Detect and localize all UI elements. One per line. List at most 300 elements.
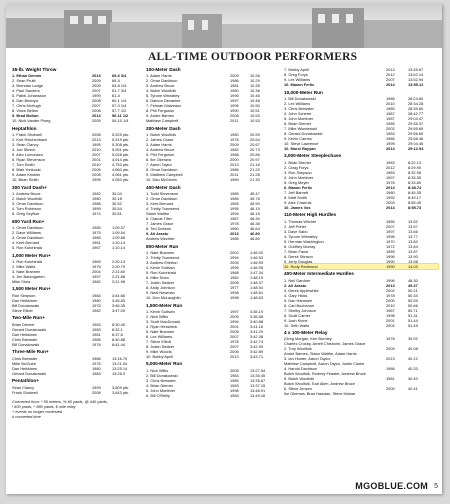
record-year: 1980: [92, 297, 101, 303]
athlete-name: 9. Andre Barnes: [146, 113, 174, 119]
athlete-name: 7. Chris McHugh: [12, 103, 41, 109]
record-year: 1980: [92, 365, 101, 371]
section-title: 300 Yard Dash+: [12, 184, 47, 190]
athlete-name: 9. Mike Woods: [146, 348, 172, 354]
record-row: [12, 279, 140, 284]
athlete-name: 9. Alex Charrois: [284, 199, 312, 205]
record-mark: 45.78: [250, 196, 260, 202]
record-year: 1986: [92, 355, 101, 361]
record-year: 1978: [230, 221, 239, 227]
athlete-name: 9. Matthew Campbell: [146, 172, 183, 178]
athlete-name: 5. Dan Harmsen: [284, 297, 313, 303]
record-year: 1985: [386, 120, 395, 126]
record-year: 2001: [230, 323, 239, 329]
record-year: 1983: [230, 382, 239, 388]
athlete-name: 6. Brian Diemer: [284, 120, 312, 126]
athlete-name: 5. Alex Lomonaco: [12, 152, 43, 158]
record-mark: 1:10.14: [112, 245, 125, 251]
record-mark: 51.45: [408, 322, 418, 328]
record-mark: 49.37: [408, 282, 418, 288]
record-year: 1986: [230, 167, 239, 173]
athlete-name: 2. Mike Watts: [12, 263, 36, 269]
relay-team: Charles Crosby, Arnett Chisholm, James Grace: [284, 341, 366, 347]
athlete-name: 4. John Scherer: [284, 110, 312, 116]
record-mark: 10.48: [250, 98, 260, 104]
athlete-name: 1. Ethan Dennis: [12, 73, 42, 79]
section-title: 1,000 Meter Run+: [12, 252, 51, 258]
record-year: 1978: [230, 137, 239, 143]
athlete-name: 5. Herman Washington: [284, 238, 324, 244]
mgoblue-logo: MGOBLUE.COM: [355, 481, 429, 491]
record-year: 2002: [386, 125, 395, 131]
athlete-name: 7. Brian Faust: [284, 248, 309, 254]
record-mark: 2:20.79: [112, 263, 125, 269]
athlete-name: 9. Kevin Carnes: [284, 135, 312, 141]
record-year: 1961: [92, 240, 101, 246]
record-mark: 13:55.12: [408, 82, 424, 87]
record-year: 1997: [230, 98, 239, 104]
relay-team: 4. Harold Davidson: [284, 366, 318, 372]
record-mark: 8:55.45: [408, 199, 421, 205]
section-title: 4 x 100-Meter Relay: [284, 330, 328, 336]
record-mark: 1:09.68: [112, 235, 125, 241]
record-year: 2001: [386, 317, 395, 323]
relay-team: Butch Woolfolk, Rodney Feaster, Andrew Bruce: [284, 371, 366, 377]
athlete-name: 5. Nate Brannen: [146, 328, 175, 334]
record-mark: 8:30.40: [112, 321, 125, 327]
record-year: 2014: [386, 145, 395, 151]
record-mark: 13:35.45: [250, 372, 266, 378]
record-mark: 1:46.95: [250, 265, 263, 271]
record-mark: 28:42.77: [408, 110, 424, 116]
record-year: 1990: [230, 108, 239, 114]
record-year: 1995: [92, 177, 101, 183]
record-mark: 63-8 1/4: [112, 83, 127, 89]
record-year: 2009: [92, 78, 101, 84]
record-year: 2013: [386, 282, 395, 288]
record-year: 2010: [386, 100, 395, 106]
record-year: 1999: [386, 140, 395, 146]
record-year: 1968: [230, 270, 239, 276]
record-mark: 3:36.58: [250, 313, 263, 319]
record-year: [386, 391, 408, 396]
record-mark: 8:32.1: [112, 326, 123, 332]
record-year: 1983: [230, 372, 239, 378]
record-mark: 3:42.38: [250, 333, 263, 339]
record-mark: 29:56.60: [408, 130, 424, 136]
athlete-name: 3. Sean Clancy: [12, 142, 39, 148]
athlete-name: 8. Matt Smith: [284, 194, 307, 200]
record-mark: 10.50: [250, 103, 260, 109]
record-year: 1978: [230, 338, 239, 344]
athlete-name: 2. Lex Williams: [284, 100, 311, 106]
athlete-name: 10. Don McLaughlin: [146, 295, 181, 301]
athlete-name: 9. Josh Kinne: [284, 317, 308, 323]
record-year: 1998: [230, 387, 239, 393]
athlete-name: 1. Omar Davidson: [12, 225, 44, 231]
record-year: 2002: [230, 250, 239, 256]
record-mark: 56-11 1/2: [112, 113, 129, 119]
athlete-name: 10. Brian Smith: [12, 177, 39, 183]
record-year: 2007: [230, 333, 239, 339]
athlete-name: Mike McGuire: [12, 360, 36, 366]
footnote: # converted time: [12, 413, 41, 419]
record-mark: 13.84: [408, 243, 418, 249]
record-mark: 40.40: [408, 376, 418, 382]
section-title: 800-Meter Run: [146, 243, 179, 249]
record-mark: 13.98: [408, 258, 418, 264]
section-title: 1,500 Meter Run+: [12, 286, 51, 292]
record-mark: 3:46.35: [112, 302, 125, 308]
record-year: 2013: [230, 162, 239, 168]
athlete-name: 2. Ali Arastu: [284, 282, 307, 288]
section-title: Heptathlon: [12, 125, 37, 131]
record-mark: 5,308 pts.: [112, 142, 130, 148]
record-mark: 13.57: [408, 223, 418, 229]
record-mark: 8:29.90: [408, 164, 421, 170]
record-mark: 8:38.74: [408, 184, 422, 190]
record-year: 1986: [92, 201, 101, 207]
athlete-name: 6. Lex Williams: [146, 333, 173, 339]
record-year: 2001: [92, 157, 101, 163]
record-year: 1994: [230, 255, 239, 261]
section-title: 600 Yard Run+: [12, 218, 45, 224]
record-year: 2005: [230, 260, 239, 266]
athlete-name: Mike Shea: [12, 278, 31, 284]
athlete-name: 10. Rudy Redmond: [284, 263, 318, 269]
athlete-name: Brian Diemer: [12, 321, 35, 327]
record-mark: 1:46.53: [250, 255, 263, 261]
record-year: 1996: [386, 277, 395, 283]
athlete-name: 2. Dave Williams: [12, 230, 41, 236]
record-year: 1983: [92, 321, 101, 327]
athlete-name: 5. Patrik Johansson: [12, 93, 47, 99]
record-mark: 20.73: [250, 147, 260, 153]
record-row: [12, 177, 140, 182]
athlete-name: 10. James Vos: [284, 204, 311, 210]
record-year: 1982: [92, 278, 101, 284]
athlete-name: 8. Derek Stinson: [284, 253, 313, 259]
athlete-name: 2. Omar Davidson: [146, 78, 178, 84]
athlete-name: Dan Heikkinen: [12, 365, 38, 371]
record-year: 1998: [230, 295, 239, 301]
record-mark: 21.20: [250, 167, 260, 173]
athlete-name: Chris Brewster: [12, 355, 38, 361]
record-year: 1981: [92, 331, 101, 337]
athlete-name: 4. John Mortimer: [284, 174, 314, 180]
record-year: 1986: [386, 366, 395, 372]
record-mark: 3,809 pts.: [112, 384, 130, 390]
record-mark: [408, 391, 438, 396]
record-year: 1985: [386, 95, 395, 101]
record-mark: 61-7 3/4: [112, 88, 127, 94]
record-mark: 50.66: [408, 302, 418, 308]
record-year: 2006: [92, 167, 101, 173]
record-year: 1983: [386, 169, 395, 175]
record-row: [12, 390, 140, 395]
record-year: 2007: [92, 88, 101, 94]
record-year: 2005: [230, 313, 239, 319]
athlete-name: 1. Neil Gardner: [284, 277, 311, 283]
column-left: [12, 67, 140, 419]
record-mark: 29:58.46: [408, 135, 424, 141]
athlete-name: 1. Nate Brannen: [146, 250, 175, 256]
athlete-name: 3. Andrew Ellerton: [146, 260, 178, 266]
athlete-name: 3. Brendan Lodge: [12, 83, 43, 89]
record-mark: 3:41.29: [250, 328, 263, 334]
record-year: 1988: [230, 152, 239, 158]
athlete-name: 7. Jeff Barnett: [284, 189, 309, 195]
athlete-name: 2. James Grace: [146, 137, 174, 143]
record-year: 2013: [386, 356, 395, 362]
record-mark: 13:52.14: [408, 72, 424, 77]
page-number: 5: [434, 482, 438, 490]
record-mark: 10.46: [250, 93, 260, 99]
record-year: 2014: [386, 82, 395, 87]
record-year: 1980: [230, 132, 239, 138]
section-title: 1,500-Meter Run: [146, 302, 183, 308]
athlete-name: 6. Ike Okenwa: [146, 157, 171, 163]
page-title: ALL-TIME OUTDOOR PERFORMERS: [148, 51, 358, 63]
record-mark: 20.59: [250, 132, 260, 138]
athlete-name: 5. Phil Ferguson: [146, 152, 175, 158]
record-year: 1992: [386, 194, 395, 200]
record-mark: 48.30: [408, 277, 418, 283]
athlete-name: 4. Joe Stinich: [12, 147, 36, 153]
athlete-name: Bill Donakowski: [12, 302, 40, 308]
section-title: 110-Meter High Hurdles: [284, 212, 337, 218]
athlete-name: 5. Tyrone Wheatley: [146, 93, 180, 99]
athlete-name: 2. Jeff Porter: [284, 223, 307, 229]
page: [6, 4, 442, 494]
record-mark: 13:21.04: [112, 360, 128, 366]
record-year: 1989: [230, 177, 239, 183]
record-year: 1983: [92, 370, 101, 376]
athlete-name: 9. Jerry Douglas: [284, 258, 313, 264]
record-mark: 4,660 pts.: [112, 167, 130, 173]
record-year: 2003: [386, 199, 395, 205]
athlete-name: 5. John Mortimer: [146, 387, 176, 393]
athlete-name: 7. Bobby Aprill: [284, 67, 309, 72]
athlete-name: 1. Frank Shotwell: [12, 132, 43, 138]
record-mark: 69-6 3/4: [112, 73, 127, 79]
athlete-name: 5. Ron Kutchinski: [12, 245, 43, 251]
record-mark: 1:10.14: [112, 240, 125, 246]
record-mark: 28:34.28: [408, 100, 424, 106]
record-year: 2011: [230, 172, 239, 178]
record-year: 2009: [92, 83, 101, 89]
record-year: 1965: [230, 201, 239, 207]
athlete-name: 5. Greg Meyer: [284, 179, 309, 185]
record-mark: 46.15: [250, 211, 260, 217]
record-mark: 61-4: [112, 93, 120, 99]
record-mark: 20.64: [250, 137, 260, 143]
athlete-name: 7. Shelby Johnson: [284, 307, 317, 313]
record-mark: 46.64: [250, 226, 260, 232]
athlete-name: 3. Andrew Bruce: [146, 83, 175, 89]
athlete-name: 10. Dan McGinnis: [146, 177, 177, 183]
record-mark: 13:37.15: [250, 382, 266, 388]
record-mark: 46.80: [250, 231, 260, 237]
record-year: 1978: [386, 292, 395, 298]
relay-team: 2. Troy Woolfolk: [284, 346, 312, 352]
record-year: 1994: [230, 318, 239, 324]
record-year: 1978: [92, 341, 101, 347]
record-mark: 30.04: [112, 191, 122, 197]
record-mark: 57-0 1/4: [112, 103, 127, 109]
athlete-name: 10. Seth Waits: [284, 322, 310, 328]
athlete-name: 3. Nate Brannen: [12, 268, 41, 274]
record-year: 1985: [230, 191, 239, 197]
record-mark: 1:46.00: [250, 250, 263, 256]
record-mark: 3:35.19: [250, 308, 263, 314]
record-mark: 20.67: [250, 142, 260, 148]
athlete-name: 10. Morsi Rayyan: [284, 145, 316, 151]
athlete-name: 10. Nick Vander Ploeg: [12, 118, 51, 124]
record-year: 2014: [92, 113, 101, 119]
athlete-name: 4. Paul Sanders: [12, 88, 40, 94]
athlete-name: Gerard Donakowski: [12, 370, 47, 376]
record-year: 1982: [230, 147, 239, 153]
record-year: 1969: [92, 258, 101, 264]
athlete-name: 1. Thomas Wilcher: [284, 218, 317, 224]
record-mark: 8:41.44: [112, 341, 125, 347]
athlete-name: Frank Shotwell: [12, 389, 38, 395]
athlete-name: 4. Tom Robinson: [12, 206, 42, 212]
record-mark: 8:45.35: [408, 189, 421, 195]
record-year: 1985: [92, 225, 101, 231]
record-year: 1997: [386, 174, 395, 180]
record-year: 2004: [386, 322, 395, 328]
record-mark: 10.51: [250, 108, 260, 114]
athlete-name: 2. Trinity Townsend: [146, 255, 180, 261]
athlete-name: Andrew Wechter: [146, 236, 175, 242]
record-mark: 8:22.13: [408, 159, 421, 165]
record-year: 2012: [386, 164, 395, 170]
record-mark: 29:04.45: [408, 140, 424, 146]
stadium-banner-image: [6, 4, 442, 48]
athlete-name: 6. Mason Ferlic: [284, 184, 313, 190]
record-mark: 29:35.37: [408, 120, 424, 126]
record-year: 1981: [386, 376, 395, 382]
record-row: [146, 177, 278, 182]
record-mark: 1:48.61: [250, 290, 263, 296]
record-mark: 13:25.14: [112, 365, 128, 371]
record-year: 1995: [92, 142, 101, 148]
record-year: 2009: [230, 142, 239, 148]
athlete-name: 7. Mike Wisniewski: [284, 125, 317, 131]
record-mark: 3:41.16: [250, 323, 263, 329]
athlete-name: 2. Bill Donakowski: [146, 372, 178, 378]
section-title: 5,000-Meter Run: [146, 361, 183, 367]
athlete-name: 3. Chris Brewster: [146, 377, 176, 383]
athlete-name: 3. Adam Harris: [146, 142, 172, 148]
athlete-name: 3. Scott MacDonald: [146, 318, 180, 324]
record-mark: 10.53: [250, 113, 260, 119]
record-mark: 10.53: [250, 118, 260, 124]
record-year: 1976: [386, 179, 395, 185]
record-mark: 8:37.6: [112, 331, 123, 337]
record-mark: 1:46.93: [250, 260, 263, 266]
record-mark: 2:21.96: [112, 278, 125, 284]
record-year: 1983: [230, 392, 239, 398]
section-title: Pentathlon+: [12, 378, 39, 384]
athlete-name: 7. Justin Switzer: [146, 280, 175, 286]
record-mark: 3:44.66: [112, 292, 125, 298]
record-year: 2011: [230, 118, 239, 124]
record-mark: 5,051 pts.: [112, 147, 130, 153]
record-year: 1985: [386, 105, 395, 111]
record-year: 2006: [230, 348, 239, 354]
record-mark: 39.92: [408, 336, 418, 342]
record-mark: 2:21.60: [112, 268, 125, 274]
athlete-name: 6. Mike Shea: [146, 275, 169, 281]
record-year: 1993: [92, 384, 101, 390]
record-year: 2002: [386, 287, 395, 293]
record-mark: 45.90: [250, 201, 260, 207]
record-row: [284, 323, 438, 328]
athlete-name: 6. Bill O'Reilly: [146, 392, 170, 398]
record-mark: 30.52: [112, 201, 122, 207]
athlete-name: 6. Damon Devasher: [146, 98, 181, 104]
record-year: 1983: [92, 326, 101, 332]
record-mark: 40.08: [408, 346, 418, 352]
athlete-name: 5. John Mortimer: [284, 115, 314, 121]
athlete-name: 9. Adam Kessler: [12, 172, 41, 178]
record-mark: 13:26.3: [112, 370, 125, 376]
record-year: 2005: [230, 328, 239, 334]
record-mark: 60-1 1/4: [112, 98, 127, 104]
athlete-name: 5. Greg Szyfkar: [12, 211, 40, 217]
athlete-name: 1. Kevin Sullivan: [146, 308, 175, 314]
record-row: [284, 146, 438, 151]
record-mark: 2:20.13: [112, 258, 125, 264]
athlete-name: 2. Kurt Reichenbach: [12, 137, 48, 143]
record-year: 1983: [386, 159, 395, 165]
record-year: 2013: [92, 137, 101, 143]
record-mark: 8:55.73: [408, 204, 422, 210]
record-mark: 13:49.67: [408, 67, 424, 72]
section-title: 400-Meter Dash: [146, 184, 181, 190]
record-mark: 30.18: [112, 196, 122, 202]
record-year: 1976: [92, 263, 101, 269]
record-mark: 4,753 pts.: [112, 162, 130, 168]
record-year: 2014: [386, 204, 395, 210]
relay-row: [284, 391, 438, 396]
record-mark: 50.71: [408, 307, 418, 313]
record-year: 1982: [230, 275, 239, 281]
record-mark: 21.30: [250, 177, 260, 183]
record-mark: 13:48.91: [250, 387, 266, 393]
record-year: 2013: [230, 231, 239, 237]
record-mark: 3,643 pts.: [112, 389, 130, 395]
record-mark: 1:47.34: [250, 270, 263, 276]
record-year: 1985: [230, 196, 239, 202]
athlete-name: 1. Nick Willis: [146, 367, 169, 373]
athlete-name: 5. Ron Kutchinski: [146, 270, 177, 276]
record-year: 1970: [386, 238, 395, 244]
record-mark: 5,319 pts.: [112, 137, 130, 143]
athlete-name: 4. Gary Hicks: [284, 292, 308, 298]
athlete-name: 9. Brad Bolton: [12, 113, 39, 119]
record-year: 2007: [92, 103, 101, 109]
record-year: 1984: [92, 292, 101, 298]
record-year: 1959: [92, 206, 101, 212]
section-title: 400-Meter Intermediate Hurdles: [284, 271, 354, 277]
record-year: 1980: [230, 88, 239, 94]
relay-team: (Greg Morgan, Ken Burnley,: [284, 336, 333, 342]
record-year: 1980: [386, 189, 395, 195]
